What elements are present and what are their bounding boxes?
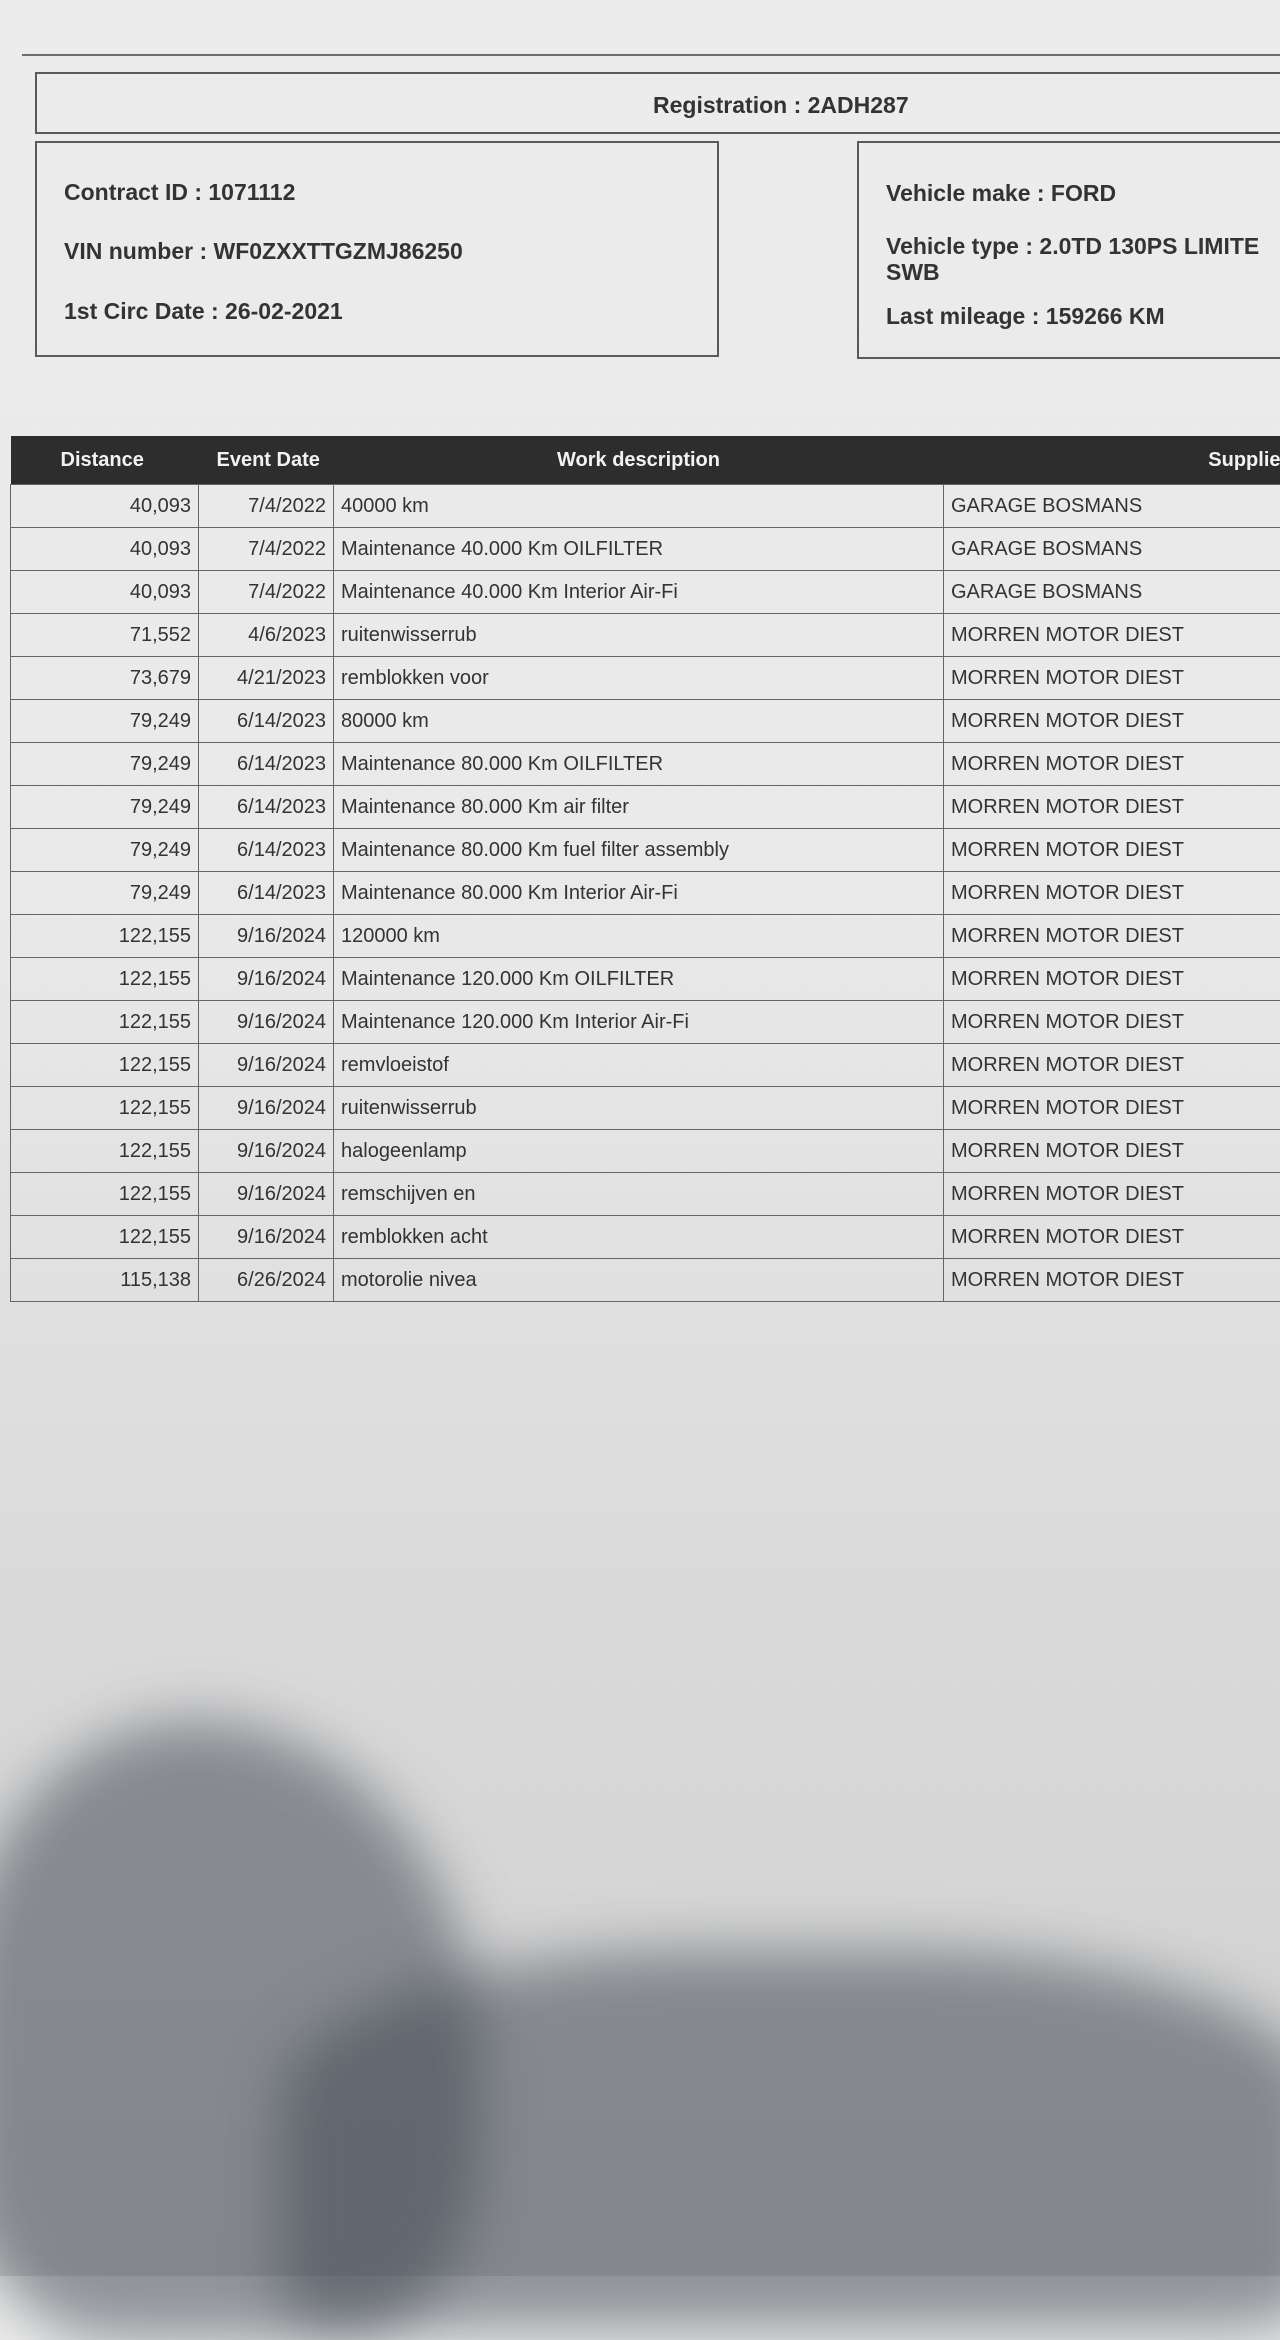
event-date-cell: 9/16/2024	[199, 1001, 334, 1044]
table-row	[11, 485, 1280, 528]
table-row	[11, 872, 1280, 915]
event-date-cell: 6/26/2024	[199, 1259, 334, 1302]
distance-cell: 122,155	[11, 1216, 199, 1259]
work-description-cell: Maintenance 80.000 Km fuel filter assembly	[334, 829, 944, 872]
work-description-cell: remblokken acht	[334, 1216, 944, 1259]
work-description-cell: Maintenance 40.000 Km OILFILTER	[334, 528, 944, 571]
work-description-cell: ruitenwisserrub	[334, 1087, 944, 1130]
distance-cell: 40,093	[11, 528, 199, 571]
top-divider	[22, 54, 1280, 56]
work-description-cell: 80000 km	[334, 700, 944, 743]
vehicle-info-box	[857, 141, 1280, 359]
first-circ-date: 1st Circ Date : 26-02-2021	[64, 298, 343, 325]
work-description-cell: remblokken voor	[334, 657, 944, 700]
work-description-cell: ruitenwisserrub	[334, 614, 944, 657]
header-supplier: Supplie	[944, 436, 1280, 485]
header-distance: Distance	[11, 436, 199, 485]
work-description-cell: Maintenance 120.000 Km OILFILTER	[334, 958, 944, 1001]
distance-cell: 71,552	[11, 614, 199, 657]
distance-cell: 122,155	[11, 1044, 199, 1087]
supplier-cell: MORREN MOTOR DIEST	[944, 1173, 1280, 1216]
distance-cell: 122,155	[11, 915, 199, 958]
event-date-cell: 9/16/2024	[199, 1216, 334, 1259]
supplier-cell: MORREN MOTOR DIEST	[944, 1259, 1280, 1302]
table-header-row	[11, 436, 1280, 485]
supplier-cell: MORREN MOTOR DIEST	[944, 743, 1280, 786]
event-date-cell: 9/16/2024	[199, 1130, 334, 1173]
event-date-cell: 6/14/2023	[199, 872, 334, 915]
event-date-cell: 9/16/2024	[199, 915, 334, 958]
table-row	[11, 614, 1280, 657]
distance-cell: 122,155	[11, 1130, 199, 1173]
event-date-cell: 9/16/2024	[199, 1087, 334, 1130]
distance-cell: 79,249	[11, 872, 199, 915]
distance-cell: 79,249	[11, 786, 199, 829]
vehicle-type: Vehicle type : 2.0TD 130PS LIMITE	[886, 233, 1259, 260]
supplier-cell: MORREN MOTOR DIEST	[944, 700, 1280, 743]
work-description-cell: remvloeistof	[334, 1044, 944, 1087]
distance-cell: 79,249	[11, 829, 199, 872]
work-description-cell: 120000 km	[334, 915, 944, 958]
event-date-cell: 4/6/2023	[199, 614, 334, 657]
contract-info-box	[35, 141, 719, 357]
table-row	[11, 1130, 1280, 1173]
event-date-cell: 9/16/2024	[199, 1173, 334, 1216]
table-row	[11, 700, 1280, 743]
header-event-date: Event Date	[199, 436, 334, 485]
work-description-cell: 40000 km	[334, 485, 944, 528]
supplier-cell: MORREN MOTOR DIEST	[944, 1216, 1280, 1259]
maintenance-history-table	[10, 436, 1280, 1302]
table-row	[11, 829, 1280, 872]
event-date-cell: 7/4/2022	[199, 485, 334, 528]
event-date-cell: 7/4/2022	[199, 528, 334, 571]
last-mileage: Last mileage : 159266 KM	[886, 303, 1165, 330]
table-row	[11, 657, 1280, 700]
work-description-cell: Maintenance 80.000 Km air filter	[334, 786, 944, 829]
header-work-description: Work description	[334, 436, 944, 485]
registration-label: Registration : 2ADH287	[653, 92, 909, 119]
distance-cell: 122,155	[11, 1001, 199, 1044]
supplier-cell: GARAGE BOSMANS	[944, 528, 1280, 571]
vin-number: VIN number : WF0ZXXTTGZMJ86250	[64, 238, 463, 265]
table-row	[11, 1087, 1280, 1130]
registration-box	[35, 72, 1280, 134]
supplier-cell: MORREN MOTOR DIEST	[944, 1001, 1280, 1044]
supplier-cell: GARAGE BOSMANS	[944, 485, 1280, 528]
table-row	[11, 528, 1280, 571]
supplier-cell: MORREN MOTOR DIEST	[944, 872, 1280, 915]
table-row	[11, 743, 1280, 786]
supplier-cell: MORREN MOTOR DIEST	[944, 1087, 1280, 1130]
vehicle-type-cont: SWB	[886, 259, 940, 286]
distance-cell: 40,093	[11, 485, 199, 528]
table-row	[11, 1216, 1280, 1259]
work-description-cell: motorolie nivea	[334, 1259, 944, 1302]
distance-cell: 122,155	[11, 958, 199, 1001]
table-row	[11, 958, 1280, 1001]
event-date-cell: 9/16/2024	[199, 958, 334, 1001]
distance-cell: 79,249	[11, 743, 199, 786]
phone-shadow	[280, 1950, 1280, 2330]
work-description-cell: halogeenlamp	[334, 1130, 944, 1173]
supplier-cell: MORREN MOTOR DIEST	[944, 614, 1280, 657]
supplier-cell: MORREN MOTOR DIEST	[944, 915, 1280, 958]
work-description-cell: Maintenance 80.000 Km OILFILTER	[334, 743, 944, 786]
table-row	[11, 1001, 1280, 1044]
distance-cell: 73,679	[11, 657, 199, 700]
event-date-cell: 6/14/2023	[199, 829, 334, 872]
supplier-cell: MORREN MOTOR DIEST	[944, 1130, 1280, 1173]
event-date-cell: 9/16/2024	[199, 1044, 334, 1087]
distance-cell: 40,093	[11, 571, 199, 614]
contract-id: Contract ID : 1071112	[64, 179, 295, 206]
event-date-cell: 6/14/2023	[199, 700, 334, 743]
distance-cell: 79,249	[11, 700, 199, 743]
distance-cell: 122,155	[11, 1173, 199, 1216]
supplier-cell: MORREN MOTOR DIEST	[944, 657, 1280, 700]
event-date-cell: 4/21/2023	[199, 657, 334, 700]
event-date-cell: 7/4/2022	[199, 571, 334, 614]
work-description-cell: Maintenance 80.000 Km Interior Air-Fi	[334, 872, 944, 915]
table-row	[11, 571, 1280, 614]
work-description-cell: remschijven en	[334, 1173, 944, 1216]
event-date-cell: 6/14/2023	[199, 786, 334, 829]
supplier-cell: MORREN MOTOR DIEST	[944, 829, 1280, 872]
distance-cell: 115,138	[11, 1259, 199, 1302]
vehicle-make: Vehicle make : FORD	[886, 180, 1116, 207]
table-row	[11, 786, 1280, 829]
work-description-cell: Maintenance 40.000 Km Interior Air-Fi	[334, 571, 944, 614]
table-row	[11, 1173, 1280, 1216]
table-row	[11, 915, 1280, 958]
supplier-cell: GARAGE BOSMANS	[944, 571, 1280, 614]
supplier-cell: MORREN MOTOR DIEST	[944, 958, 1280, 1001]
supplier-cell: MORREN MOTOR DIEST	[944, 786, 1280, 829]
supplier-cell: MORREN MOTOR DIEST	[944, 1044, 1280, 1087]
distance-cell: 122,155	[11, 1087, 199, 1130]
table-row	[11, 1044, 1280, 1087]
work-description-cell: Maintenance 120.000 Km Interior Air-Fi	[334, 1001, 944, 1044]
table-row	[11, 1259, 1280, 1302]
event-date-cell: 6/14/2023	[199, 743, 334, 786]
